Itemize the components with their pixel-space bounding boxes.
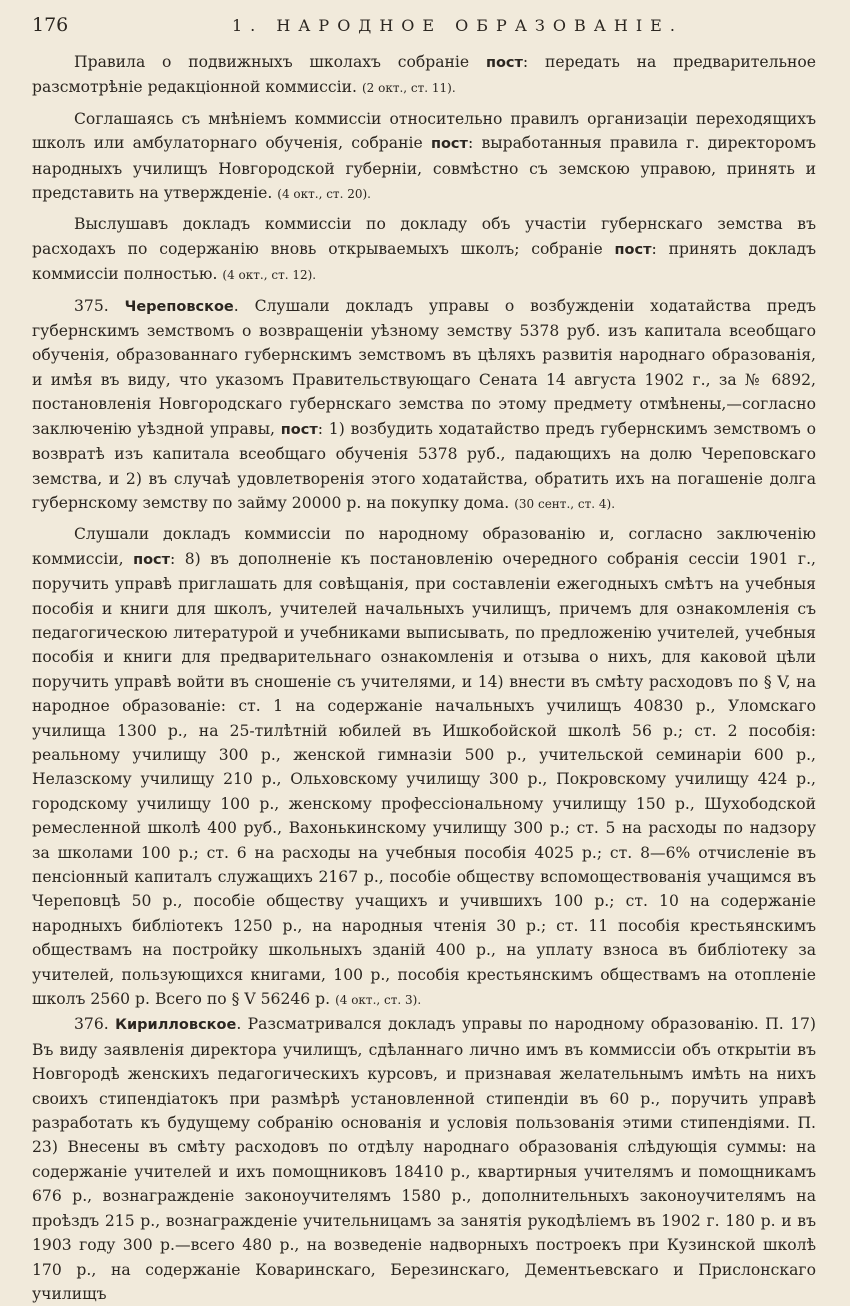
item-number: 375.: [74, 296, 125, 315]
section-heading: Череповское: [124, 298, 234, 315]
session-reference: (30 сент., ст. 4).: [514, 496, 616, 511]
text-run: Слушали докладъ коммиссіи по народному образованію и, согласно заключенію коммиссіи,: [32, 525, 816, 568]
text-run: : принять докладъ коммиссіи полностью.: [32, 239, 816, 284]
text-run: Соглашаясь съ мнѣніемъ коммиссіи относительно правилъ организаціи переходящихъ школъ или амбулаторнаго обученія, собраніе: [32, 109, 816, 153]
paragraph: [32, 212, 816, 287]
text-run: Правила о подвижныхъ школахъ собраніе: [74, 53, 486, 71]
text-run: : выработанныя правила г. директоромъ народныхъ училищъ Новгородской губерніи, совмѣстно съ земскою управою, принять и представить на утвержденіе.: [32, 134, 816, 203]
page-header: [32, 14, 816, 36]
text-run: Выслушавъ докладъ коммиссіи по докладу объ участіи губернскаго земства въ расходахъ по содержанію вновь открываемыхъ школъ; собраніе: [32, 215, 816, 258]
session-reference: (4 окт., ст. 3).: [335, 993, 422, 1008]
section-heading: Кирилловское: [115, 1017, 237, 1034]
text-run: : 1) возбудить ходатайство предъ губернскимъ земствомъ о возвратѣ изъ капитала всеобщаго обученія 5378 руб., падающихъ на долю Череповскаго земства, и 2) въ случаѣ удовлетворенія этого ходатайства, обратить ихъ на погашеніе долга губернскому земству по займу 20000 р. на покупку дома.: [32, 419, 816, 512]
text-run: . Слушали докладъ управы о возбужденіи ходатайства предъ губернскимъ земствомъ о возвращеніи уѣзному земству 5378 руб. изъ капитала всеобщаго обученія, образованнаго губернскимъ земствомъ въ цѣляхъ развитія народнаго образованія, и имѣя въ виду, что указомъ Правительствующаго Сената 14 августа 1902 г., за № 6892, постановленія Новгородскаго губернскаго земства по этому предмету отмѣнены,—согласно заключенію уѣздной управы,: [32, 296, 816, 438]
text-run: : передать на предварительное разсмотрѣніе редакціонной коммиссіи.: [32, 53, 816, 97]
paragraph: [32, 522, 816, 1012]
paragraph: [32, 294, 816, 517]
paragraph: [32, 107, 816, 207]
resolution-keyword: пост: [430, 136, 468, 153]
body-text: [32, 50, 816, 1306]
paragraph: [32, 50, 816, 101]
session-reference: (4 окт., ст. 20).: [277, 187, 371, 202]
session-reference: (4 окт., ст. 12).: [222, 268, 317, 283]
resolution-keyword: пост: [133, 551, 171, 568]
resolution-keyword: пост: [485, 55, 523, 71]
running-title: 1. НАРОДНОЕ ОБРАЗОВАНІЕ.: [232, 16, 683, 35]
session-reference: (2 окт., ст. 11).: [361, 81, 456, 96]
text-run: : 8) въ дополненіе къ постановленію очередного собранія сессіи 1901 г., поручить управѣ приглашать для совѣщанія, при составленіи ежегодныхъ смѣтъ на учебныя пособія и книги для школъ, учителей начальныхъ училищъ, причемъ для ознакомленія съ педагогическою литературой и учебниками выписывать, по предложенію учителей, учебныя пособія и книги для предварительнаго ознакомленія и отзыва о нихъ, для каковой цѣли поручить управѣ войти въ сношеніе съ учителями, и 14) внести въ смѣту расходовъ по § V, на народное образованіе: ст. 1 на содержаніе начальныхъ училищъ 40830 р., Уломскаго училища 1300 р., на 25-тилѣтній юбилей въ Ишкобойской школѣ 56 р.; ст. 2 пособія: реальному училищу 300 р., женской гимназіи 500 р., учительской семинаріи 600 р., Нелазскому училищу 210 р., Ольховскому училищу 300 р., Покровскому училищу 424 р., городскому училищу 100 р., женскому профессіональному училищу 150 р., Шухободской ремесленной школѣ 400 руб., Вахонькинскому училищу 300 р.; ст. 5 на расходы по надзору за школами 100 р.; ст. 6 на расходы на учебныя пособія 4025 р.; ст. 8—6% отчисленіе въ пенсіонный капиталъ служащихъ 2167 р., пособіе обществу вспомоществованія учащимся въ Череповцѣ 50 р., пособіе обществу учащихъ и учившихъ 100 р.; ст. 10 на содержаніе народныхъ библіотекъ 1250 р., на народныя чтенія 30 р.; ст. 11 пособія крестьянскимъ обществамъ на постройку школьныхъ зданій 400 р., на уплату взноса въ библіотеку за учителей, пользующихся книгами, 100 р., пособія крестьянскимъ обществамъ на отопленіе школъ 2560 р. Всего по § V 56246 р.: [32, 549, 816, 1009]
resolution-keyword: пост: [280, 421, 318, 438]
page-number: 176: [32, 14, 69, 36]
resolution-keyword: пост: [614, 241, 652, 258]
item-number: 376.: [74, 1015, 116, 1034]
text-run: . Разсматривался докладъ управы по народному образованію. П. 17) Въ виду заявленія директора училищъ, сдѣланнаго лично имъ въ коммиссіи объ открытіи въ Новгородѣ женскихъ педагогическихъ курсовъ, и признавая желательнымъ имѣть на нихъ своихъ стипендіатокъ при размѣрѣ установленной стипендіи въ 60 р., поручить управѣ разработать къ будущему собранію основанія и условія пользованія этими стипендіями. П. 23) Внесены въ смѣту расходовъ по отдѣлу народнаго образованія слѣдующія суммы: на содержаніе учителей и ихъ помощниковъ 18410 р., квартирныя учителямъ и помощникамъ 676 р., вознагражденіе законоучителямъ 1580 р., дополнительныхъ законоучителямъ на проѣздъ 215 р., вознагражденіе учительницамъ за занятія рукодѣліемъ въ 1902 г. 180 р. и въ 1903 году 300 р.—всего 480 р., на возведеніе надворныхъ построекъ при Кузинской школѣ 170 р., на содержаніе Коваринскаго, Березинскаго, Дементьевскаго и Прислонскаго училищъ: [32, 1015, 816, 1303]
paragraph: [32, 1012, 816, 1306]
